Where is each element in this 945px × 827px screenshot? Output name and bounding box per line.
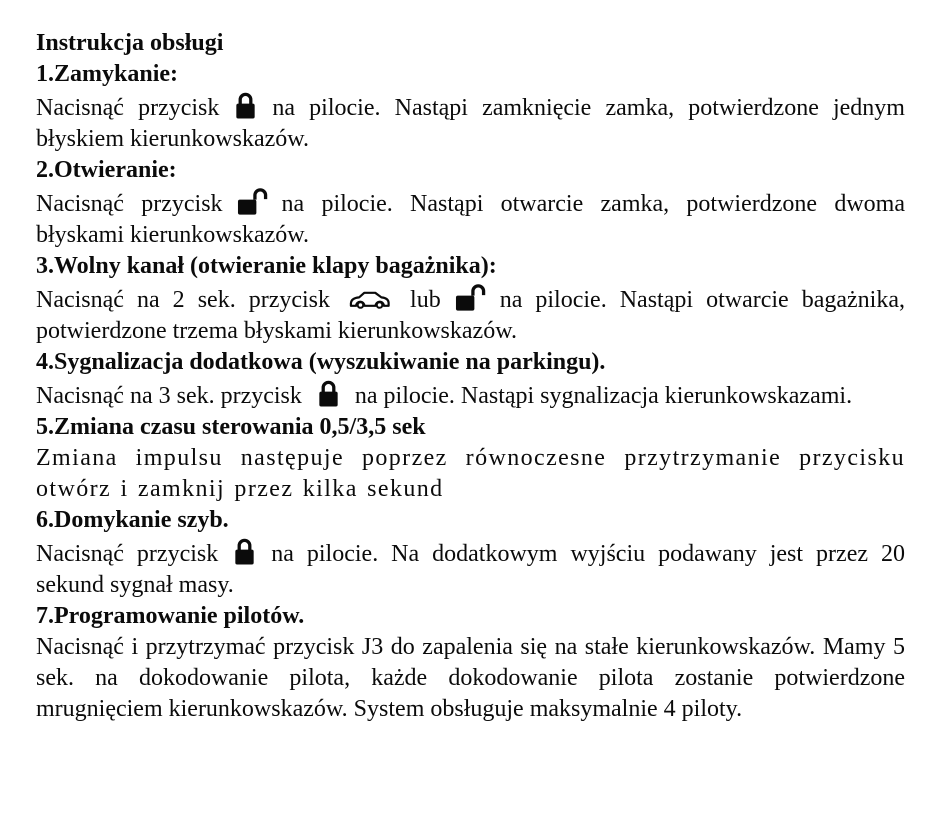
text-segment: na pilocie. Nastąpi zamknięcie zamka, potwierdzone jednym błyskiem kierunkowskazów. (36, 95, 905, 152)
text-segment: Nacisnąć i przytrzymać przycisk J3 do zapalenia się na stałe kierunkowskazów. Mamy 5 sek. na dokodowanie pilota, każde dokodowanie pilota zostanie potwierdzone mrugnięciem kierunkowskazów. System obsługuje maksymalnie 4 piloty. (36, 634, 905, 722)
section-paragraph-2 (36, 186, 905, 251)
lock-open-icon (236, 186, 269, 217)
document-title: Instrukcja obsługi (36, 30, 224, 56)
section-paragraph-1 (36, 90, 905, 155)
text-segment: na pilocie. Nastąpi sygnalizacja kierunkowskazami. (354, 383, 853, 409)
car-icon (348, 289, 392, 310)
text-segment: Zmiana impulsu następuje poprzez równoczesne przytrzymanie przycisku otwórz i zamknij przez kilka sekund (36, 445, 905, 502)
text-segment: Nacisnąć przycisk (36, 95, 220, 121)
lock-closed-icon (232, 90, 259, 121)
text-segment: na pilocie. Na dodatkowym wyjściu podawany jest przez 20 sekund sygnał masy. (36, 541, 905, 598)
section-heading-1: 1.Zamykanie: (36, 61, 179, 87)
section-paragraph-5 (36, 443, 905, 505)
section-paragraph-3 (36, 282, 905, 347)
section-heading-7: 7.Programowanie pilotów. (36, 603, 305, 629)
section-paragraph-6 (36, 536, 905, 601)
section-heading-3: 3.Wolny kanał (otwieranie klapy bagażnika): (36, 253, 497, 279)
text-segment: Nacisnąć na 2 sek. przycisk (36, 287, 331, 313)
text-segment: Nacisnąć przycisk (36, 541, 219, 567)
text-segment: Nacisnąć na 3 sek. przycisk (36, 383, 302, 409)
section-heading-4: 4.Sygnalizacja dodatkowa (wyszukiwanie na parkingu). (36, 349, 606, 375)
section-heading-6: 6.Domykanie szyb. (36, 507, 229, 533)
text-segment: na pilocie. Nastąpi otwarcie zamka, potwierdzone dwoma błyskami kierunkowskazów. (36, 191, 905, 248)
text-segment: Nacisnąć przycisk (36, 191, 223, 217)
section-heading-2: 2.Otwieranie: (36, 157, 177, 183)
lock-open-icon (454, 282, 487, 313)
section-heading-5: 5.Zmiana czasu sterowania 0,5/3,5 sek (36, 414, 426, 440)
section-paragraph-7 (36, 632, 905, 725)
section-paragraph-4 (36, 378, 905, 412)
lock-closed-icon (315, 378, 342, 409)
lock-closed-icon (231, 536, 258, 567)
text-segment: na pilocie. Nastąpi otwarcie bagażnika, potwierdzone trzema błyskami kierunkowskazów. (36, 287, 905, 344)
text-segment: lub (410, 287, 441, 313)
